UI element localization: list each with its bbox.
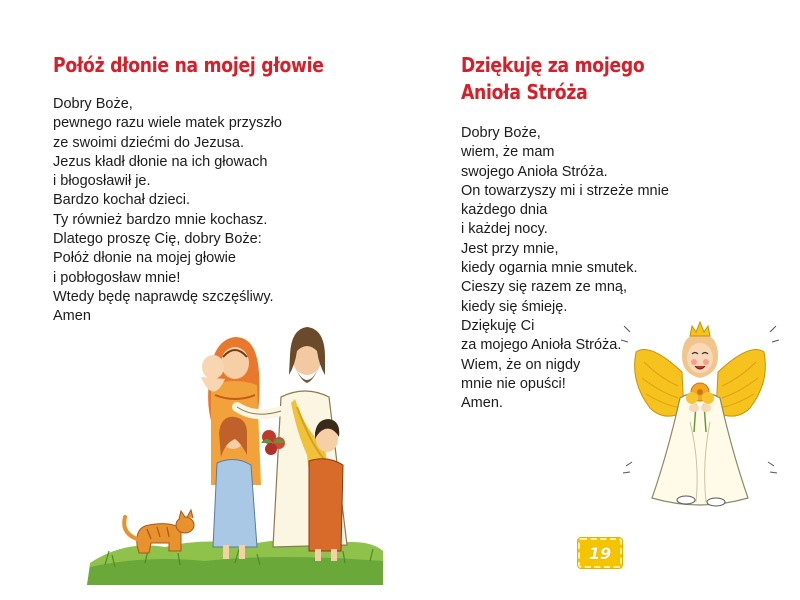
right-page-title-line-1: Dziękuję za mojego — [461, 53, 645, 77]
prayer-line: Dlatego proszę Cię, dobry Boże: — [53, 231, 262, 248]
prayer-line: kiedy się śmieję. — [461, 298, 568, 315]
prayer-line: Dobry Boże, — [53, 96, 133, 112]
prayer-line: Dobry Boże, — [461, 125, 541, 141]
prayer-line: Amen. — [461, 395, 503, 412]
prayer-line: pewnego razu wiele matek przyszło — [53, 115, 282, 132]
page-number-badge — [578, 538, 622, 568]
guardian-angel-illustration — [620, 312, 780, 517]
prayer-line: Wtedy będę naprawdę szczęśliwy. — [53, 288, 274, 305]
prayer-line: On towarzyszy mi i strzeże mnie — [461, 182, 669, 199]
prayer-line: mnie nie opuści! — [461, 375, 566, 392]
prayer-line: ze swoimi dziećmi do Jezusa. — [53, 134, 244, 151]
left-page-title: Połóż dłonie na mojej głowie — [53, 53, 324, 77]
prayer-line: Połóż dłonie na mojej głowie — [53, 250, 236, 267]
prayer-line: wiem, że mam — [461, 144, 555, 161]
prayer-line: Cieszy się razem ze mną, — [461, 279, 627, 296]
prayer-line: Jezus kładł dłonie na ich głowach — [53, 153, 268, 170]
prayer-line: Ty również bardzo mnie kochasz. — [53, 211, 268, 228]
prayer-line: i każdej nocy. — [461, 221, 548, 238]
prayer-line: Jest przy mnie, — [461, 240, 559, 257]
prayer-line: Amen — [53, 308, 91, 325]
prayer-line: i pobłogosław mnie! — [53, 269, 181, 286]
page-number: 19 — [588, 543, 612, 563]
right-page-title-line-2: Anioła Stróża — [461, 80, 588, 104]
prayer-line: swojego Anioła Stróża. — [461, 163, 608, 180]
prayer-line: Dziękuję Ci — [461, 317, 535, 334]
right-page-title — [461, 52, 644, 106]
jesus-blessing-children-illustration — [85, 315, 385, 585]
prayer-line: Bardzo kochał dzieci. — [53, 192, 191, 209]
left-prayer-text — [53, 95, 282, 327]
prayer-line: za mojego Anioła Stróża. — [461, 337, 622, 354]
prayer-line: każdego dnia — [461, 202, 548, 219]
prayer-line: i błogosławił je. — [53, 173, 151, 190]
right-page — [400, 0, 800, 600]
prayer-line: Wiem, że on nigdy — [461, 356, 581, 373]
prayer-line: kiedy ogarnia mnie smutek. — [461, 260, 638, 277]
